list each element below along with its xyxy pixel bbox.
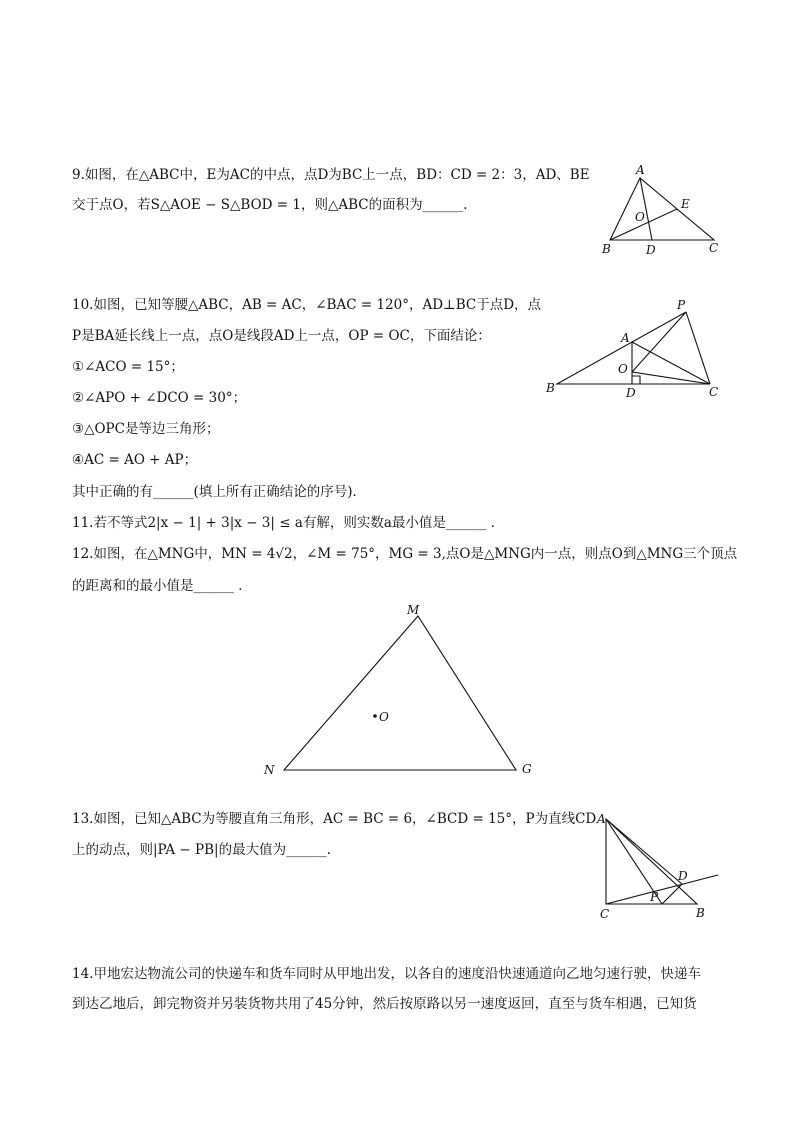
q10-label-d: D: [626, 386, 636, 400]
q10-label-a: A: [621, 331, 630, 345]
q10-segment-ap: [632, 312, 686, 342]
q10-conclusion-2: ②∠APO + ∠DCO = 30°；: [72, 390, 247, 406]
q13-text-line1: 13.如图，已知△ABC为等腰直角三角形，AC = BC = 6，∠BCD = 15°，P为直线CD: [72, 811, 597, 827]
q13-label-p: P: [650, 890, 659, 904]
q10-text-line2: P是BA延长线上一点，点O是线段AD上一点，OP = OC，下面结论：: [72, 328, 491, 344]
q12-text-line1: 12.如图，在△MNG中，MN = 4√2，∠M = 75°，MG = 3,点O是△MNG内一点，则点O到△MNG三个顶点: [72, 546, 738, 562]
q10-segment-op: [632, 312, 686, 372]
q12-triangle-mng: [284, 616, 516, 770]
q10-label-o: O: [618, 362, 628, 376]
q10-label-b: B: [546, 381, 555, 395]
q12-point-o: [373, 714, 377, 718]
q9-label-d: D: [646, 243, 656, 257]
q9-triangle-abc: [610, 178, 714, 240]
q10-label-p: P: [677, 298, 686, 312]
q9-text-line1: 9.如图，在△ABC中，E为AC的中点，点D为BC上一点，BD：CD = 2：3，AD、BE: [72, 167, 590, 183]
q9-segment-ad: [640, 178, 652, 240]
q13-line-cd: [606, 875, 718, 904]
q13-label-a: A: [597, 812, 606, 826]
q11-text: 11.若不等式2|x − 1| + 3|x − 3| ≤ a有解，则实数a最小值是______ ．: [72, 515, 505, 531]
q12-text-line2: 的距离和的最小值是______ ．: [72, 578, 252, 594]
q10-conclusion-3: ③△OPC是等边三角形；: [72, 421, 220, 437]
q14-text-line2: 到达乙地后，卸完物资并另装货物共用了45分钟，然后按原路以另一速度返回，直至与货车相遇，已知货: [72, 996, 697, 1012]
q9-label-o: O: [635, 210, 645, 224]
q10-label-c: C: [709, 385, 719, 399]
q9-label-e: E: [681, 197, 690, 211]
q9-label-b: B: [602, 242, 611, 256]
q13-text-line2: 上的动点，则|PA − PB|的最大值为______.: [72, 842, 331, 858]
q9-label-c: C: [709, 241, 719, 255]
q10-triangle-abc: [557, 342, 710, 384]
q9-text-line2: 交于点O，若S△AOE − S△BOD = 1，则△ABC的面积为______.: [72, 197, 468, 213]
q14-text-line1: 14.甲地宏达物流公司的快递车和货车同时从甲地出发，以各自的速度沿快速通道向乙地匀速行驶，快递车: [72, 966, 701, 982]
q13-segment-ad: [606, 819, 682, 884]
q10-triangle-figure: [540, 296, 730, 406]
q12-triangle-figure: [258, 598, 548, 783]
q13-label-b: B: [696, 906, 705, 920]
q10-right-angle-mark: [632, 376, 640, 384]
q10-conclusion-1: ①∠ACO = 15°；: [72, 359, 184, 375]
q12-label-o: O: [379, 710, 389, 724]
q9-triangle-figure: [596, 160, 726, 260]
q9-label-a: A: [636, 163, 645, 177]
q10-text-line1: 10.如图，已知等腰△ABC，AB = AC，∠BAC = 120°，AD⊥BC于点D，点: [72, 297, 542, 313]
q12-label-g: G: [522, 762, 532, 776]
q12-label-n: N: [264, 763, 275, 777]
q10-conclusion-4: ④AC = AO + AP；: [72, 452, 198, 468]
q13-triangle-figure: [594, 806, 724, 921]
q12-label-m: M: [407, 603, 420, 617]
q13-label-c: C: [600, 907, 610, 921]
q13-label-d: D: [678, 869, 688, 883]
q10-question-end: 其中正确的有______(填上所有正确结论的序号)．: [72, 484, 367, 500]
